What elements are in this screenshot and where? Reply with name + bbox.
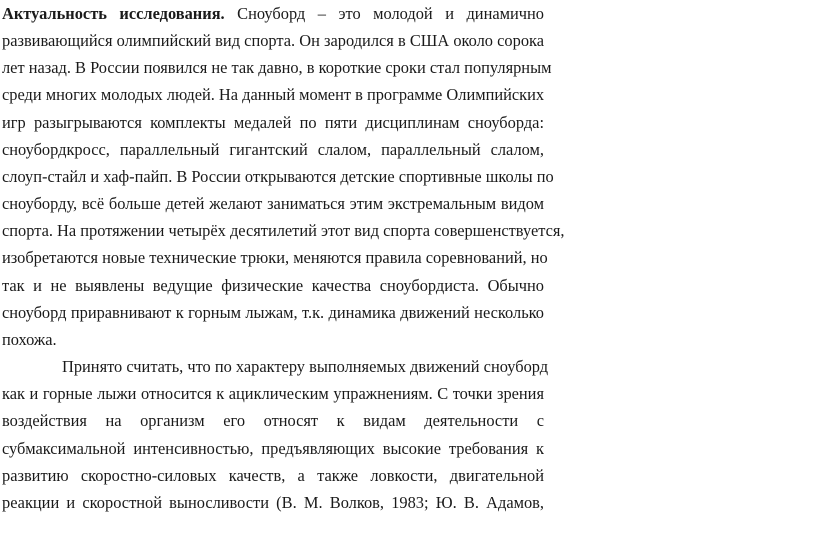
paragraph-1-line: игр разыгрываются комплекты медалей по пяти дисциплинам сноуборда:	[2, 112, 544, 132]
paragraph-2-line: развитию скоростно-силовых качеств, а также ловкости, двигательной	[2, 465, 544, 485]
paragraph-1-line: спорта. На протяжении четырёх десятилетий этот вид спорта совершенствуется,	[2, 221, 565, 241]
paragraph-1-line: лет назад. В России появился не так давно, в короткие сроки стал популярным	[2, 58, 552, 78]
paragraph-1-line: так и не выявлены ведущие физические качества сноубордиста. Обычно	[2, 275, 544, 295]
paragraph-1-line: развивающийся олимпийский вид спорта. Он зародился в США около сорока	[2, 31, 544, 51]
paragraph-1-line-1	[2, 0, 544, 27]
paragraph-2-line: воздействия на организм его относят к видам деятельности с	[2, 411, 544, 431]
paragraph-2-first-line: Принято считать, что по характеру выполняемых движений сноуборд	[62, 357, 549, 377]
paragraph-lead-heading: Актуальность исследования.	[2, 4, 225, 23]
paragraph-2-line: как и горные лыжи относится к ациклическим упражнениям. С точки зрения	[2, 384, 544, 404]
paragraph-1-line: сноубордкросс, параллельный гигантский слалом, параллельный слалом,	[2, 139, 544, 159]
document-body	[2, 0, 565, 516]
paragraph-1-line: сноуборд приравнивают к горным лыжам, т.к. динамика движений несколько	[2, 302, 544, 322]
paragraph-1-line-1-text: Сноуборд – это молодой и динамично	[237, 4, 544, 23]
paragraph-2-line: реакции и скоростной выносливости (В. М. Волков, 1983; Ю. В. Адамов,	[2, 492, 544, 512]
paragraph-1-line: изобретаются новые технические трюки, меняются правила соревнований, но	[2, 248, 548, 268]
paragraph-1-line: среди многих молодых людей. На данный момент в программе Олимпийских	[2, 85, 545, 105]
paragraph-2-line: субмаксимальной интенсивностью, предъявляющих высокие требования к	[2, 438, 544, 458]
paragraph-1-line: слоуп-стайл и хаф-пайп. В России открываются детские спортивные школы по	[2, 166, 554, 186]
paragraph-1-last-line: похожа.	[2, 329, 57, 349]
paragraph-1-line: сноуборду, всё больше детей желают заниматься этим экстремальным видом	[2, 194, 544, 214]
